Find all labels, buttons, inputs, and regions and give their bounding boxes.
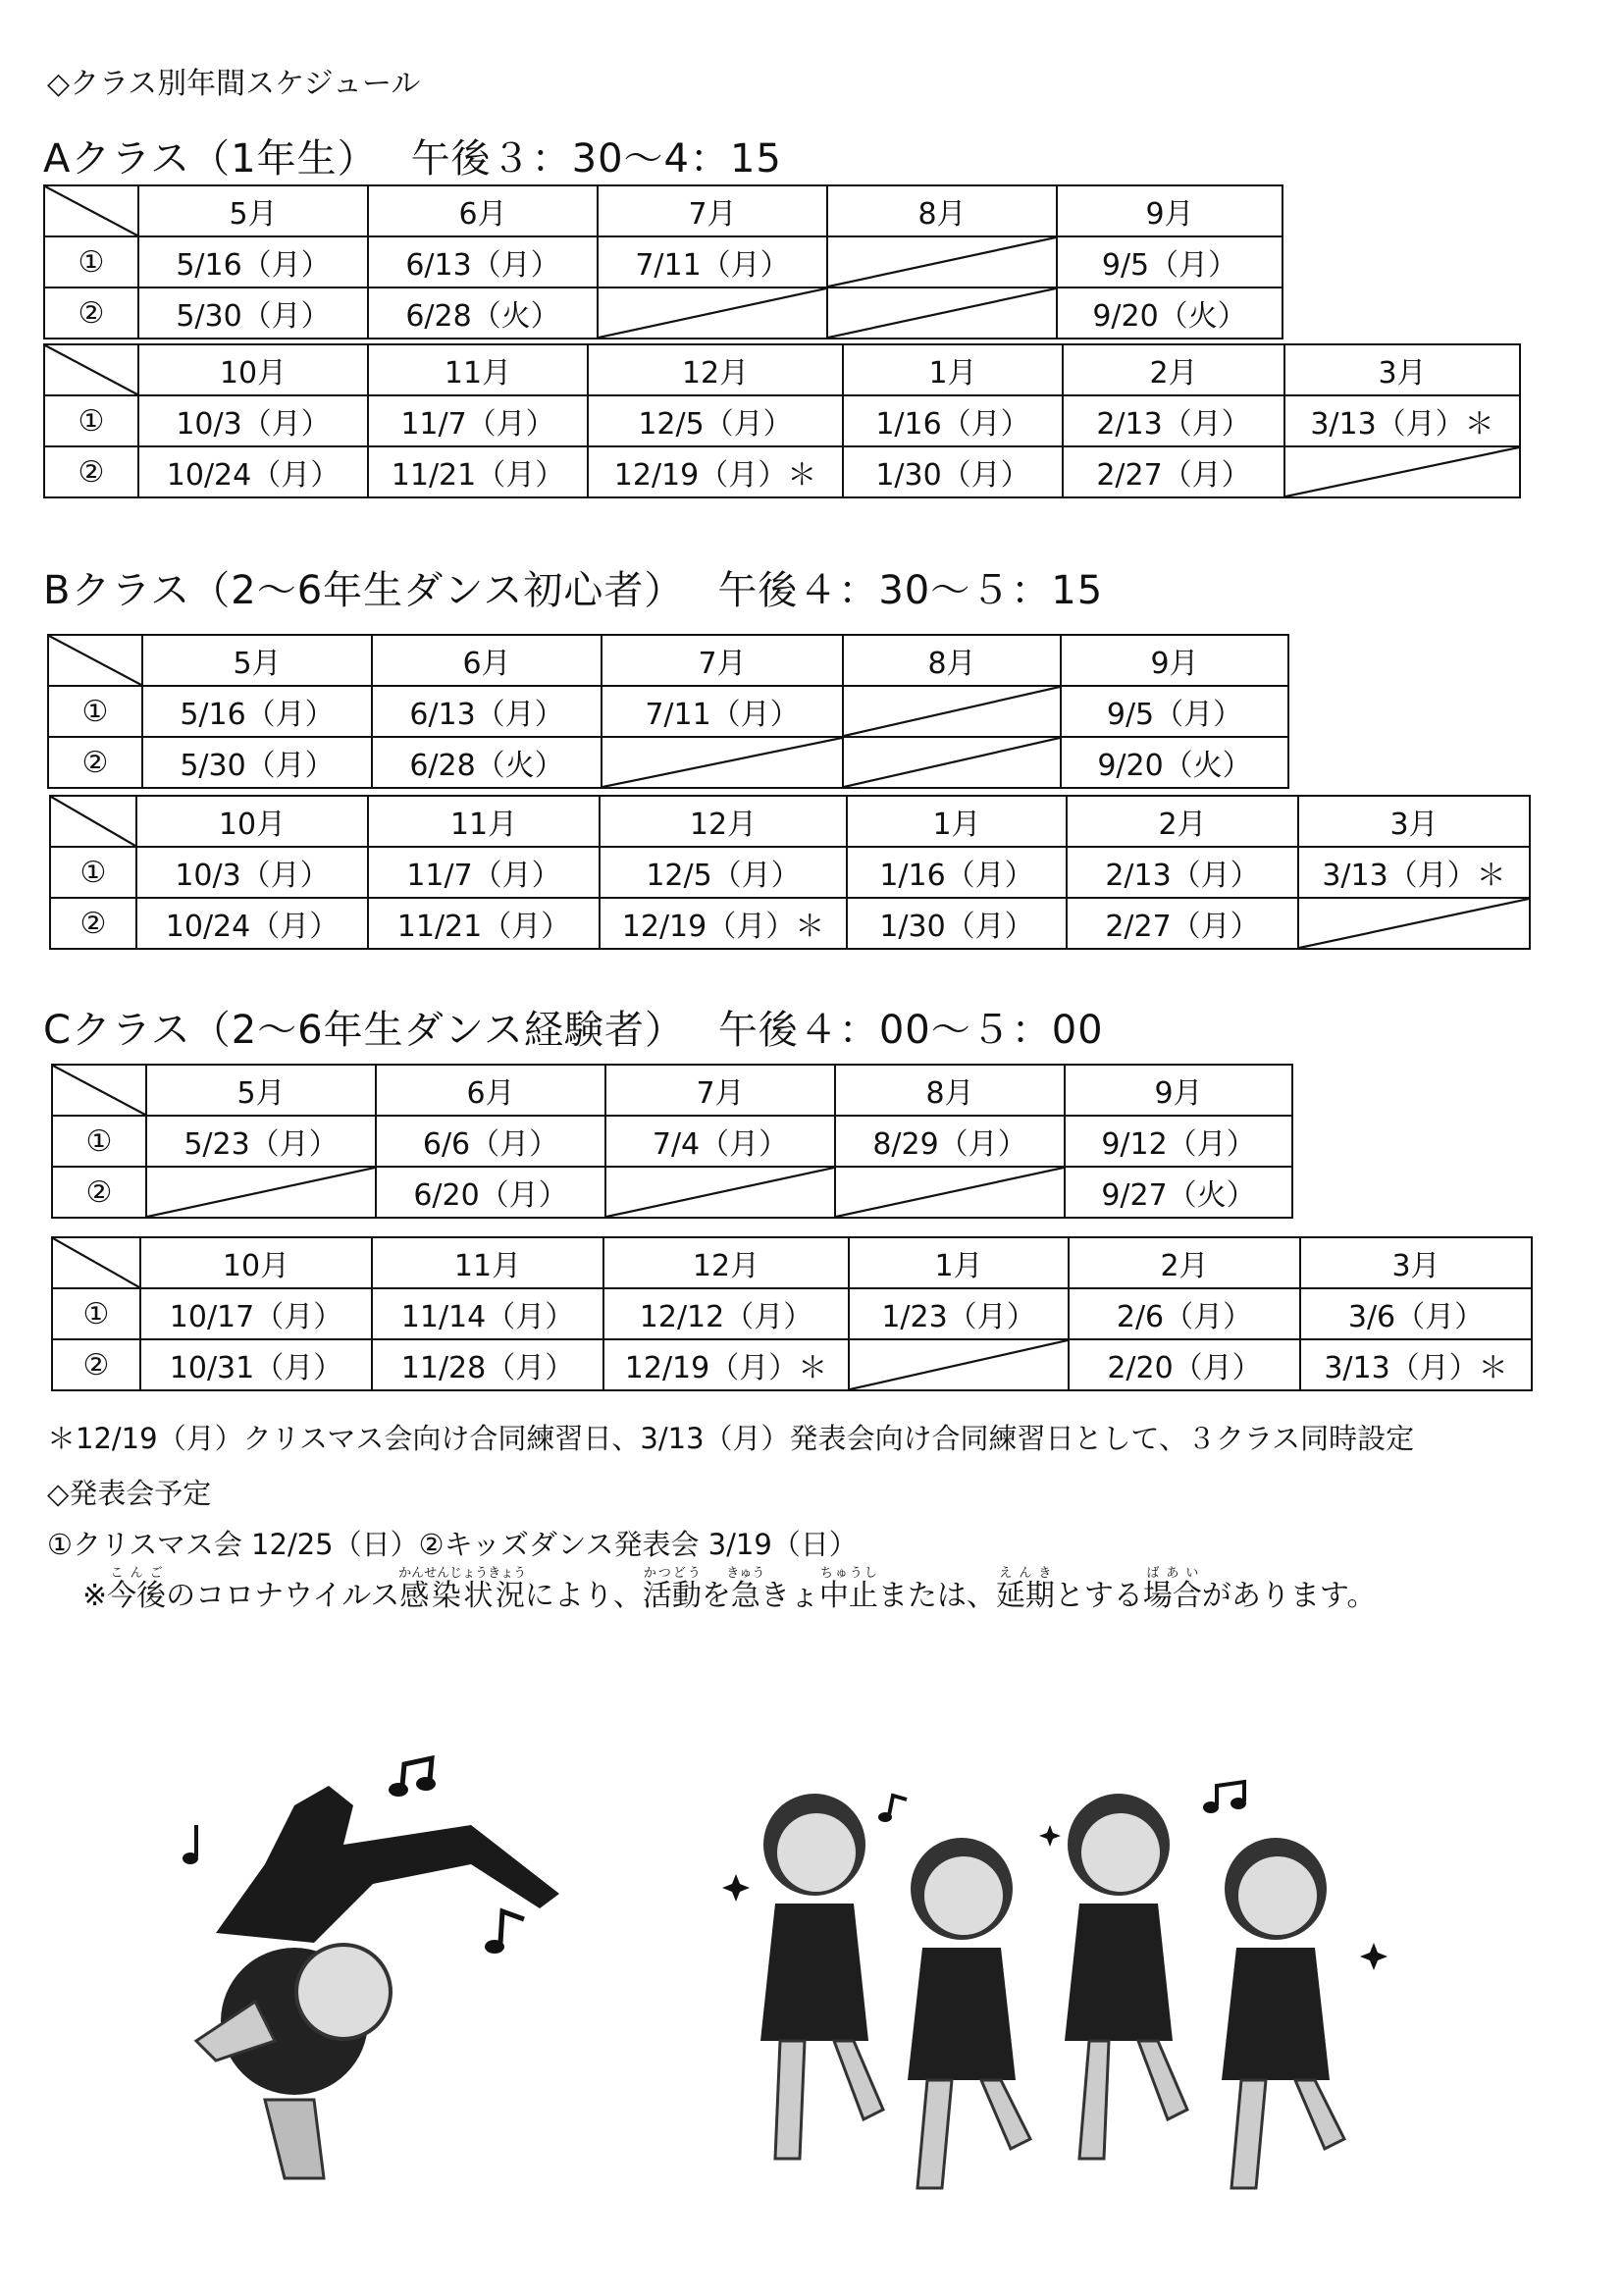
notice-text: とする (1054, 1579, 1143, 1613)
session-date: 2/27（月） (1063, 446, 1284, 497)
month-header: 9月 (1065, 1065, 1292, 1116)
session-date: 11/7（月） (368, 395, 588, 446)
notice-text: または、 (877, 1579, 996, 1613)
breakdancer-illustration (147, 1747, 608, 2198)
month-header: 10月 (140, 1237, 372, 1288)
notice-text: により、 (524, 1579, 643, 1613)
session-date: 5/30（月） (138, 287, 368, 339)
session-date: 6/6（月） (376, 1116, 605, 1167)
no-session-cell (602, 737, 843, 788)
notice-text: きょ (759, 1579, 819, 1613)
session-date: 8/29（月） (835, 1116, 1065, 1167)
music-note-icon (389, 1758, 436, 1797)
session-date: 12/12（月） (603, 1288, 849, 1339)
no-session-cell (843, 737, 1061, 788)
schedule-table-c-oct-mar (51, 1236, 1533, 1391)
session-date: 11/21（月） (368, 446, 588, 497)
month-header: 7月 (598, 185, 827, 236)
month-header: 9月 (1057, 185, 1283, 236)
month-header: 2月 (1063, 344, 1284, 395)
class-time: 午後４：00〜５：00 (717, 1008, 1104, 1053)
session-date: 9/5（月） (1057, 236, 1283, 287)
month-header: 7月 (602, 635, 843, 686)
furigana-word: 延期えんき (995, 1566, 1055, 1613)
month-header: 10月 (136, 796, 368, 847)
furigana-word: 活動かつどう (642, 1566, 702, 1613)
month-header: 11月 (368, 796, 600, 847)
session-date: 12/19（月）＊ (588, 446, 843, 497)
class-name: Bクラス（2〜6年生ダンス初心者） (43, 568, 685, 613)
session-date: 1/30（月） (843, 446, 1063, 497)
music-note-icon (1203, 1782, 1246, 1813)
session-date: 10/24（月） (136, 898, 368, 949)
month-header: 1月 (843, 344, 1063, 395)
session-date: 12/5（月） (588, 395, 843, 446)
row-label: ② (44, 287, 138, 339)
corner-cell (52, 1237, 140, 1288)
session-date: 5/23（月） (146, 1116, 376, 1167)
asterisk-note: ＊12/19（月）クリスマス会向け合同練習日、3/13（月）発表会向け合同練習日として、３クラス同時設定 (47, 1422, 1415, 1455)
session-date: 2/13（月） (1063, 395, 1284, 446)
session-date: 5/16（月） (138, 236, 368, 287)
session-date: 7/11（月） (602, 686, 843, 737)
row-label: ② (50, 898, 136, 949)
corona-notice (82, 1566, 1376, 1614)
month-header: 7月 (605, 1065, 835, 1116)
schedule-table-a-may-sep (43, 184, 1283, 339)
month-header: 10月 (138, 344, 368, 395)
month-header: 8月 (835, 1065, 1065, 1116)
furigana-word: 今後こんご (107, 1566, 167, 1613)
row-label: ① (52, 1116, 146, 1167)
class-title (43, 128, 782, 183)
dancing-girls-illustration (707, 1747, 1413, 2208)
session-date: 6/13（月） (372, 686, 602, 737)
row-label: ① (48, 686, 142, 737)
class-name: Cクラス（2〜6年生ダンス経験者） (43, 1008, 685, 1053)
session-date: 10/3（月） (138, 395, 368, 446)
month-header: 8月 (827, 185, 1057, 236)
month-header: 1月 (847, 796, 1067, 847)
session-date: 7/4（月） (605, 1116, 835, 1167)
no-session-cell (835, 1167, 1065, 1218)
row-label: ① (44, 395, 138, 446)
session-date: 9/12（月） (1065, 1116, 1292, 1167)
month-header: 6月 (372, 635, 602, 686)
corner-cell (50, 796, 136, 847)
session-date: 12/19（月）＊ (600, 898, 847, 949)
page-heading: ◇クラス別年間スケジュール (47, 67, 421, 101)
schedule-table-a-oct-mar (43, 343, 1521, 498)
music-note-icon (485, 1911, 524, 1954)
month-header: 5月 (138, 185, 368, 236)
no-session-cell (827, 287, 1057, 339)
session-date: 1/16（月） (847, 847, 1067, 898)
session-date: 7/11（月） (598, 236, 827, 287)
furigana-word: 急きゅう (726, 1566, 765, 1613)
row-label: ① (44, 236, 138, 287)
month-header: 6月 (368, 185, 598, 236)
notice-mark: ※ (82, 1579, 108, 1613)
row-label: ① (50, 847, 136, 898)
month-header: 3月 (1298, 796, 1530, 847)
session-date: 6/28（火） (372, 737, 602, 788)
month-header: 11月 (368, 344, 588, 395)
month-header: 9月 (1061, 635, 1288, 686)
schedule-table-c-may-sep (51, 1064, 1293, 1219)
session-date: 1/23（月） (849, 1288, 1069, 1339)
no-session-cell (849, 1339, 1069, 1390)
notice-text: のコロナウイルス (166, 1579, 400, 1613)
month-header: 12月 (600, 796, 847, 847)
session-date: 9/5（月） (1061, 686, 1288, 737)
session-date: 11/7（月） (368, 847, 600, 898)
month-header: 5月 (142, 635, 372, 686)
corner-cell (48, 635, 142, 686)
music-note-icon (878, 1796, 907, 1822)
corner-cell (44, 344, 138, 395)
furigana-word: 感染状況かんせんじょうきょう (398, 1566, 527, 1613)
session-date: 6/13（月） (368, 236, 598, 287)
session-date: 3/13（月）＊ (1300, 1339, 1532, 1390)
session-date: 11/14（月） (372, 1288, 603, 1339)
row-label: ① (52, 1288, 140, 1339)
no-session-cell (598, 287, 827, 339)
furigana-word: 場合ばあい (1142, 1566, 1202, 1613)
session-date: 12/19（月）＊ (603, 1339, 849, 1390)
schedule-table-b-oct-mar (49, 795, 1531, 950)
month-header: 3月 (1300, 1237, 1532, 1288)
month-header: 12月 (588, 344, 843, 395)
session-date: 9/20（火） (1061, 737, 1288, 788)
month-header: 2月 (1067, 796, 1298, 847)
month-header: 3月 (1284, 344, 1520, 395)
notice-text: があります。 (1201, 1579, 1377, 1613)
recital-schedule: ①クリスマス会 12/25（日）②キッズダンス発表会 3/19（日） (47, 1528, 858, 1561)
class-title (43, 559, 1103, 615)
session-date: 5/16（月） (142, 686, 372, 737)
music-note-icon (183, 1825, 198, 1864)
session-date: 9/20（火） (1057, 287, 1283, 339)
class-name: Aクラス（1年生） (43, 136, 378, 182)
session-date: 11/28（月） (372, 1339, 603, 1390)
no-session-cell (1298, 898, 1530, 949)
month-header: 12月 (603, 1237, 849, 1288)
session-date: 3/13（月）＊ (1298, 847, 1530, 898)
corner-cell (52, 1065, 146, 1116)
session-date: 6/20（月） (376, 1167, 605, 1218)
no-session-cell (1284, 446, 1520, 497)
session-date: 5/30（月） (142, 737, 372, 788)
session-date: 10/31（月） (140, 1339, 372, 1390)
month-header: 8月 (843, 635, 1061, 686)
month-header: 5月 (146, 1065, 376, 1116)
month-header: 11月 (372, 1237, 603, 1288)
session-date: 3/6（月） (1300, 1288, 1532, 1339)
session-date: 11/21（月） (368, 898, 600, 949)
class-time: 午後３：30〜4：15 (410, 136, 782, 182)
month-header: 6月 (376, 1065, 605, 1116)
no-session-cell (605, 1167, 835, 1218)
row-label: ② (44, 446, 138, 497)
no-session-cell (146, 1167, 376, 1218)
session-date: 2/27（月） (1067, 898, 1298, 949)
month-header: 2月 (1069, 1237, 1300, 1288)
session-date: 10/3（月） (136, 847, 368, 898)
session-date: 2/6（月） (1069, 1288, 1300, 1339)
class-time: 午後４：30〜５：15 (717, 568, 1104, 613)
session-date: 9/27（火） (1065, 1167, 1292, 1218)
session-date: 2/13（月） (1067, 847, 1298, 898)
corner-cell (44, 185, 138, 236)
session-date: 1/16（月） (843, 395, 1063, 446)
row-label: ② (48, 737, 142, 788)
furigana-word: 中止ちゅうし (818, 1566, 878, 1613)
session-date: 10/24（月） (138, 446, 368, 497)
row-label: ② (52, 1167, 146, 1218)
session-date: 6/28（火） (368, 287, 598, 339)
session-date: 12/5（月） (600, 847, 847, 898)
recital-heading: ◇発表会予定 (47, 1477, 212, 1510)
session-date: 1/30（月） (847, 898, 1067, 949)
class-title (43, 999, 1104, 1055)
session-date: 3/13（月）＊ (1284, 395, 1520, 446)
schedule-table-b-may-sep (47, 634, 1289, 789)
no-session-cell (827, 236, 1057, 287)
session-date: 10/17（月） (140, 1288, 372, 1339)
row-label: ② (52, 1339, 140, 1390)
no-session-cell (843, 686, 1061, 737)
notice-text: を (701, 1579, 731, 1613)
month-header: 1月 (849, 1237, 1069, 1288)
session-date: 2/20（月） (1069, 1339, 1300, 1390)
